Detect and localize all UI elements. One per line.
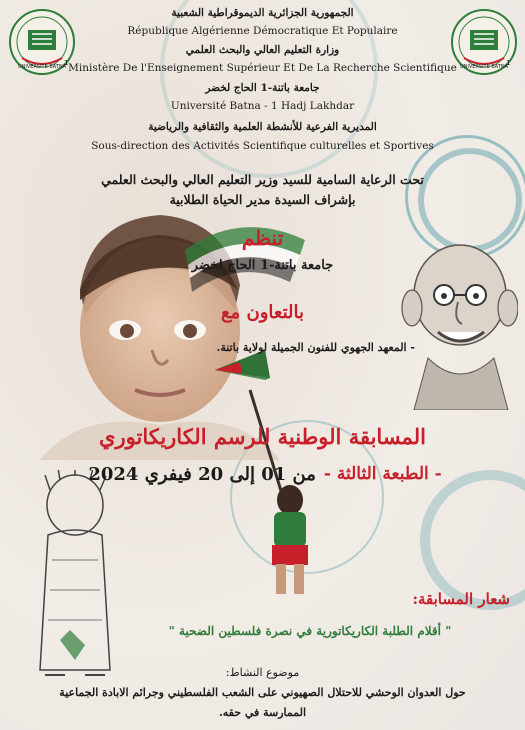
slogan-heading: شعار المسابقة:	[412, 590, 510, 608]
organizer-heading: تنظم	[241, 226, 284, 250]
partner-heading: بالتعاون مع	[221, 302, 304, 323]
logo-seal-text: UNIVERSITE BATNA	[459, 64, 509, 70]
ministry-french: Ministère De l'Enseignement Supérieur Et De La Recherche Scientifique	[68, 62, 457, 74]
competition-title: المسابقة الوطنية للرسم الكاريكاتوري	[99, 424, 426, 449]
directorate-arabic: المديرية الفرعية للأنشطة العلمية والثقافية والرياضية	[148, 121, 377, 133]
organizer-name: جامعة باتنة-1 الحاج لخضر	[191, 258, 334, 273]
competition-dates-row	[70, 464, 460, 485]
topic-line-2: الممارسة في حقه.	[218, 706, 307, 719]
logo-seal-number: 1	[64, 59, 69, 67]
partner-name: - المعهد الجهوي للفنون الجميلة لولاية باتنة.	[216, 341, 415, 354]
republic-french: République Algérienne Démocratique Et Populaire	[127, 25, 398, 37]
topic-heading: موضوع النشاط:	[225, 666, 300, 679]
teal-ring	[420, 470, 525, 610]
university-french: Université Batna - 1 Hadj Lakhdar	[170, 100, 355, 112]
patronage-line-1: تحت الرعاية السامية للسيد وزير التعليم العالي والبحث العلمي	[101, 172, 424, 187]
directorate-french: Sous-direction des Activités Scientifique culturelles et Sportives	[91, 140, 434, 152]
university-arabic: جامعة باتنة-1 الحاج لخضر	[205, 82, 320, 94]
competition-edition: - الطبعة الثالثة -	[323, 464, 442, 484]
logo-seal-number: 1	[506, 59, 511, 67]
patronage-line-2: بإشراف السيدة مدير الحياة الطلابية	[169, 192, 356, 207]
topic-line-1: حول العدوان الوحشي للاحتلال الصهيوني على الشعب الفلسطيني وجرائم الابادة الجماعية	[59, 686, 466, 699]
ministry-arabic: وزارة التعليم العالي والبحث العلمي	[185, 44, 340, 56]
competition-dates: من 01 إلى 20 فيفري 2024	[88, 464, 316, 485]
slogan-text: " أقلام الطلبة الكاريكاتورية في نصرة فلسطين الضحية "	[168, 624, 452, 638]
handala-sketch-illustration	[30, 470, 120, 690]
logo-seal-text: UNIVERSITE BATNA	[17, 64, 67, 70]
republic-arabic: الجمهورية الجزائرية الديموقراطية الشعبية	[171, 7, 354, 19]
